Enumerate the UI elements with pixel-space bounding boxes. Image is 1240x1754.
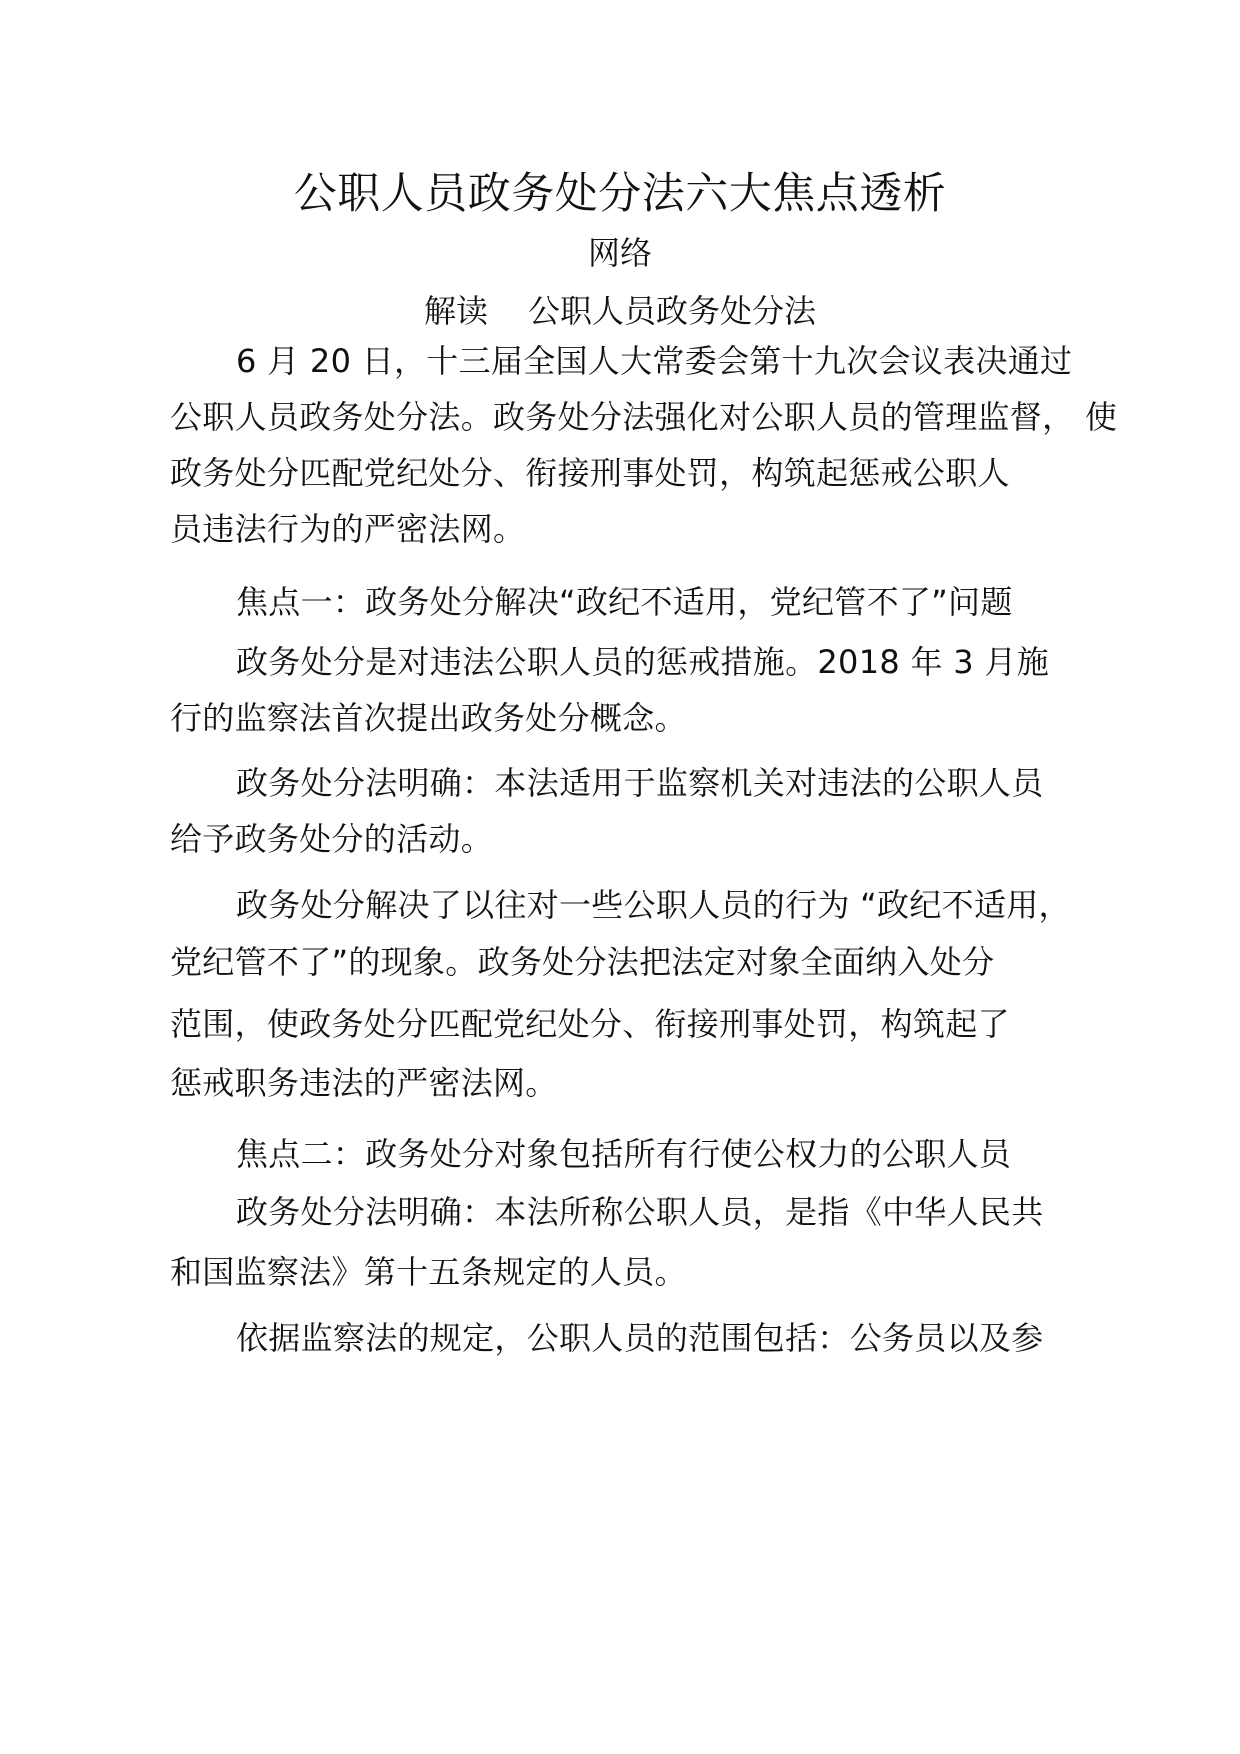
paragraph-line: 政务处分法明确：本法适用于监察机关对违法的公职人员 <box>236 764 1044 802</box>
paragraph-line: 政务处分是对违法公职人员的惩戒措施。2018 年 3 月施 <box>236 643 1050 681</box>
paragraph-line: 范围，使政务处分匹配党纪处分、衔接刑事处罚，构筑起了 <box>170 1005 1010 1043</box>
paragraph-line: 依据监察法的规定，公职人员的范围包括：公务员以及参 <box>236 1319 1044 1357</box>
paragraph-line: 和国监察法》第十五条规定的人员。 <box>170 1253 687 1291</box>
focus-heading: 焦点二：政务处分对象包括所有行使公权力的公职人员 <box>236 1135 1012 1173</box>
document-source: 网络 <box>587 234 652 272</box>
paragraph-line: 公职人员政务处分法。政务处分法强化对公职人员的管理监督， 使 <box>170 398 1118 436</box>
paragraph-line: 惩戒职务违法的严密法网。 <box>170 1064 558 1102</box>
subtitle-law-name: 公职人员政务处分法 <box>528 292 817 330</box>
paragraph-line: 给予政务处分的活动。 <box>170 820 494 858</box>
paragraph-line: 政务处分法明确：本法所称公职人员，是指《中华人民共 <box>236 1193 1044 1231</box>
paragraph-line: 6 月 20 日，十三届全国人大常委会第十九次会议表决通过 <box>236 342 1073 380</box>
paragraph-line: 政务处分匹配党纪处分、衔接刑事处罚，构筑起惩戒公职人 <box>170 454 1010 492</box>
focus-heading: 焦点一：政务处分解决“政纪不适用，党纪管不了”问题 <box>236 583 1013 621</box>
document-subtitle <box>0 290 1240 332</box>
paragraph-line: 党纪管不了”的现象。政务处分法把法定对象全面纳入处分 <box>170 943 995 981</box>
document-title: 公职人员政务处分法六大焦点透析 <box>293 169 947 219</box>
paragraph-line: 员违法行为的严密法网。 <box>170 510 526 548</box>
paragraph-line: 政务处分解决了以往对一些公职人员的行为 “政纪不适用， <box>236 886 1071 924</box>
subtitle-prefix: 解读 <box>423 292 488 330</box>
paragraph-line: 行的监察法首次提出政务处分概念。 <box>170 699 687 737</box>
